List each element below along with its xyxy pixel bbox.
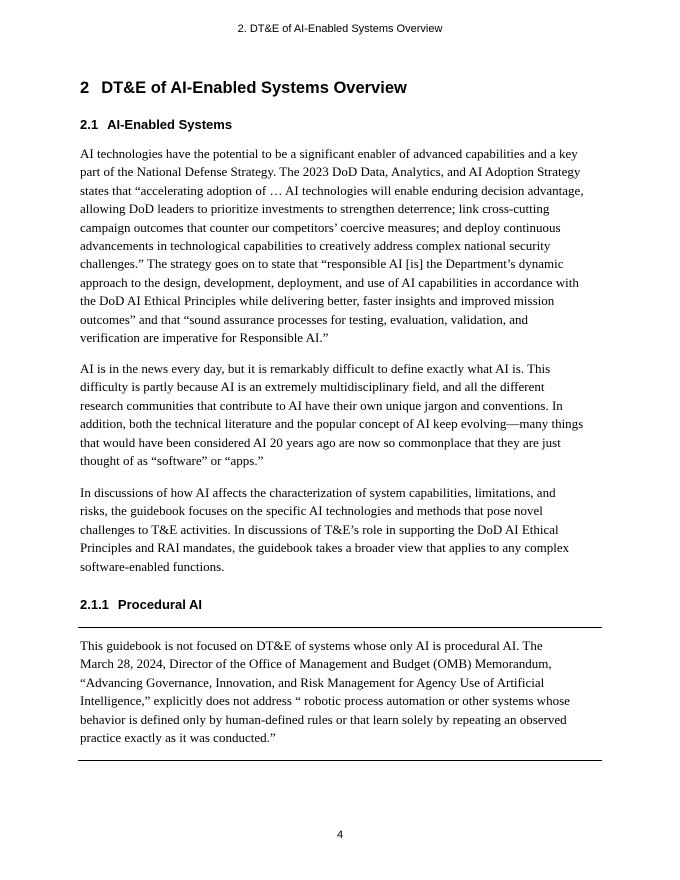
text-line: part of the National Defense Strategy. The 2023 DoD Data, Analytics, and AI Adoption Strategy — [80, 164, 581, 180]
text-line: Principles and RAI mandates, the guidebook takes a broader view that applies to any complex — [80, 540, 570, 556]
section-title: DT&E of AI-Enabled Systems Overview — [101, 79, 407, 97]
text-line: software-enabled functions. — [80, 558, 225, 574]
text-line: AI technologies have the potential to be a significant enabler of advanced capabilities and a key — [80, 146, 578, 161]
paragraph-3 — [80, 484, 610, 576]
text-line: challenges to T&E activities. In discussions of T&E’s role in supporting the DoD AI Ethical — [80, 521, 559, 537]
text-line: behavior is defined only by human-defined rules or that learn solely by repeating an observed — [80, 711, 567, 727]
subsubsection-title: Procedural AI — [117, 597, 202, 612]
text-line: This guidebook is not focused on DT&E of systems whose only AI is procedural AI. The — [80, 638, 543, 653]
text-line: challenges.” The strategy goes on to state that “responsible AI [is] the Department’s dynamic — [80, 256, 564, 272]
text-line: March 28, 2024, Director of the Office of Management and Budget (OMB) Memorandum, — [80, 656, 552, 672]
subsection-number: 2.1 — [80, 117, 99, 132]
running-header: 2. DT&E of AI-Enabled Systems Overview — [237, 23, 443, 35]
section-heading — [80, 79, 407, 98]
section-number: 2 — [80, 79, 90, 97]
text-line: approach to the design, development, deployment, and use of AI capabilities in accordance with — [80, 274, 579, 290]
subsection-heading — [80, 117, 232, 132]
text-line: advancements in technological capabilities to creatively address complex national security — [80, 238, 551, 254]
page-number: 4 — [336, 829, 344, 841]
box-bottom-rule — [78, 760, 602, 761]
boxed-paragraph — [80, 637, 610, 747]
text-line: practice exactly as it was conducted.” — [80, 730, 276, 746]
text-line: difficulty is partly because AI is an extremely multidisciplinary field, and all the different — [80, 379, 545, 395]
text-line: AI is in the news every day, but it is remarkably difficult to define exactly what AI is. This — [80, 361, 551, 376]
text-line: allowing DoD leaders to prioritize investments to strengthen deterrence; link cross-cutting — [80, 201, 550, 217]
text-line: verification are imperative for Responsible AI.” — [80, 330, 329, 346]
text-line: campaign outcomes that counter our competitors’ coercive measures; and deploy continuous — [80, 219, 561, 235]
text-line: thought of as “software” or “apps.” — [80, 453, 264, 469]
subsection-title: AI-Enabled Systems — [107, 117, 233, 132]
text-line: “Advancing Governance, Innovation, and Risk Management for Agency Use of Artificial — [80, 674, 545, 690]
box-top-rule — [78, 627, 602, 628]
text-line: the DoD AI Ethical Principles while delivering better, faster insights and improved mission — [80, 293, 555, 309]
text-line: risks, the guidebook focuses on the specific AI technologies and methods that pose novel — [80, 503, 543, 519]
text-line: addition, both the technical literature and the popular concept of AI keep evolving—many things — [80, 416, 584, 432]
paragraph-2 — [80, 360, 610, 470]
subsubsection-number: 2.1.1 — [80, 597, 109, 612]
text-line: research communities that contribute to AI have their own unique jargon and conventions. In — [80, 397, 563, 413]
text-line: states that “accelerating adoption of … AI technologies will enable enduring decision advantage, — [80, 182, 584, 198]
text-line: outcomes” and that “sound assurance processes for testing, evaluation, validation, and — [80, 311, 529, 327]
subsubsection-heading — [80, 597, 202, 612]
text-line: that would have been considered AI 20 years ago are now so commonplace that they are just — [80, 434, 561, 450]
text-line: In discussions of how AI affects the characterization of system capabilities, limitations, and — [80, 485, 556, 500]
paragraph-1 — [80, 145, 610, 347]
text-line: Intelligence,” explicitly does not address “ robotic process automation or other systems whose — [80, 693, 570, 709]
